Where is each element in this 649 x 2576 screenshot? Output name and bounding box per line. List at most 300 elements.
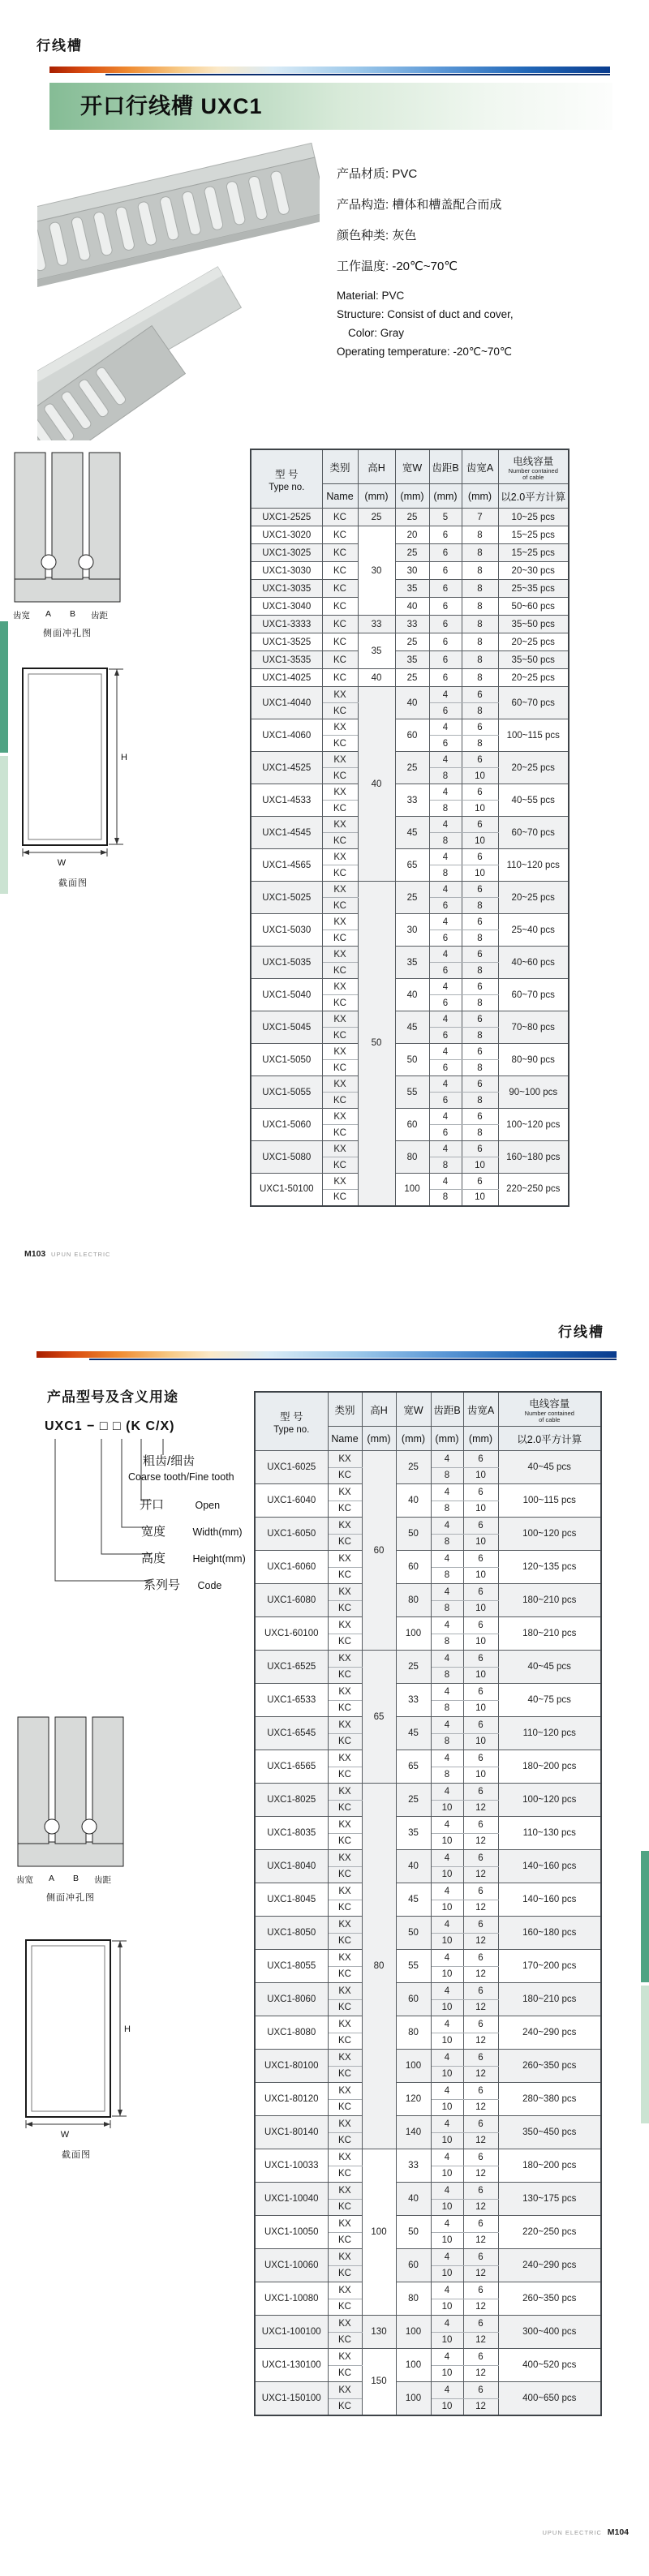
toothwidth-cell: 6: [463, 1883, 498, 1900]
spec-color-en: Color: Gray: [348, 327, 405, 339]
capacity-cell: 60~70 pcs: [498, 817, 569, 849]
spec-material-en: Material: PVC: [337, 290, 405, 302]
pitch-cell: 4: [431, 1551, 463, 1568]
toothwidth-cell: 10: [462, 768, 498, 784]
legend-tooth-type-en: Coarse tooth/Fine tooth: [128, 1471, 234, 1483]
capacity-cell: 40~60 pcs: [498, 947, 569, 979]
col-name: 类别: [328, 1392, 362, 1427]
capacity-cell: 100~120 pcs: [498, 1109, 569, 1141]
pitch-cell: 10: [431, 1999, 463, 2016]
capacity-cell: 10~25 pcs: [498, 509, 569, 526]
pitch-cell: 4: [431, 2282, 463, 2299]
pitch-cell: 6: [429, 736, 462, 752]
toothwidth-cell: 12: [463, 1900, 498, 1917]
pitch-cell: 6: [429, 898, 462, 914]
toothwidth-cell: 6: [463, 1684, 498, 1701]
name-cell: KX: [328, 1451, 362, 1468]
model-no: UXC1-130100: [255, 2349, 328, 2382]
width-cell: 25: [395, 509, 429, 526]
toothwidth-cell: 6: [463, 2183, 498, 2200]
model-no: UXC1-6545: [255, 1717, 328, 1750]
pitch-cell: 8: [431, 1567, 463, 1584]
capacity-cell: 20~25 pcs: [498, 882, 569, 914]
capacity-cell: 260~350 pcs: [498, 2282, 601, 2316]
width-cell: 65: [395, 849, 429, 882]
name-cell: KX: [328, 1883, 362, 1900]
name-cell: KC: [328, 2232, 362, 2249]
model-no: UXC1-3040: [251, 598, 322, 616]
capacity-cell: 25~40 pcs: [498, 914, 569, 947]
name-cell: KC: [322, 526, 358, 544]
toothwidth-cell: 12: [463, 2066, 498, 2083]
legend-tooth-type: [128, 1452, 234, 1483]
legend-series-code-cn: 系列号: [144, 1578, 181, 1592]
pitch-cell: 4: [431, 1750, 463, 1767]
legend-width: [141, 1522, 243, 1539]
name-cell: KC: [322, 995, 358, 1011]
name-cell: KX: [328, 1584, 362, 1601]
pitch-cell: 6: [429, 598, 462, 616]
dim-b-label: B: [70, 609, 76, 619]
spec-material-cn: 产品材质: PVC: [337, 167, 418, 181]
width-cell: 100: [396, 2316, 431, 2349]
pitch-cell: 6: [429, 995, 462, 1011]
height-cell: 35: [358, 633, 395, 669]
height-cell: 80: [362, 1784, 396, 2149]
pitch-cell: 4: [431, 1717, 463, 1734]
pitch-cell: 4: [431, 1617, 463, 1634]
toothwidth-cell: 12: [463, 1866, 498, 1883]
model-no: UXC1-3525: [251, 633, 322, 651]
capacity-cell: 180~200 pcs: [498, 1750, 601, 1784]
toothwidth-cell: 8: [462, 651, 498, 669]
name-cell: KC: [322, 865, 358, 882]
width-cell: 60: [396, 1983, 431, 2016]
pitch-cell: 5: [429, 509, 462, 526]
capacity-cell: 35~50 pcs: [498, 651, 569, 669]
pitch-cell: 4: [429, 1011, 462, 1028]
spec-table-page2: 型 号 Type no. 类别 高H 宽W 齿距B 齿宽A 电线容量 Number contained of cable Name (mm) (mm) (mm) (mm) 以2.0平方计算 UXC1-6025 KX 60 25 4 6 40~45 pcs KC 8 10 UXC1-6040 KX 40 4 6 100~115 pcs KC 8 10 UXC1-6050 KX 50 4 6 100~120 pcs KC 8 10 UXC1-6060 KX 60 4 6 120~135 pcs KC 8 10 UXC1-6080 KX 80 4 6 180~210 pcs KC 8 10 UXC1-60100 KX 100 4 6 180~210 pcs KC 8 10 UXC1-6525 KX 65 25 4 6 40~45 pcs KC 8 10 UXC1-6533 KX 33 4 6 40~75 pcs KC 8 10 UXC1-6545 KX 45 4 6 110~120 pcs KC 8 10 UXC1-6565 KX 65 4 6 180~200 pcs KC 8 10 UXC1-8025 KX 80 25 4 6 100~120 pcs KC 10 12 UXC1-8035 KX 35 4 6 110~130 pcs KC 10 12 UXC1-8040 KX 40 4 6 140~160 pcs KC 10 12 UXC1-8045 KX 45 4 6 140~160 pcs KC 10 12 UXC1-8050 KX 50 4 6 160~180 pcs KC 10 12 UXC1-8055 KX 55 4 6 170~200 pcs KC 10 12 UXC1-8060 KX 60 4 6 180~210 pcs KC 10 12 UXC1-8080 KX 80 4 6 240~290 pcs KC 10 12 UXC1-80100 KX 100 4 6 260~350 pcs KC 10 12 UXC1-80120 KX 120 4 6 280~380 pcs KC 10 12 UXC1-80140 KX 140 4 6 350~450 pcs KC 10 12 UXC1-10033 KX 100 33 4 6 180~200 pcs KC 10 12 UXC1-10040 KX 40 4 6 130~175 pcs KC 10 12 UXC1-10050 KX 50 4 6 220~250 pcs KC 10 12 UXC1-10060 KX 60 4 6 240~290 pcs KC 10 12 UXC1-10080 KX 80 4 6 260~350 pcs KC 10 12 UXC1-100100 KX 130 100 4 6 300~400 pcs KC 10 12 UXC1-130100 KX 150 100 4 6 400~520 pcs KC 10 12 UXC1-150100 KX 100 4 6 400~650 pcs KC 10 12: [254, 1391, 602, 2416]
toothwidth-cell: 6: [463, 1551, 498, 1568]
toothwidth-cell: 6: [463, 1484, 498, 1501]
toothwidth-cell: 6: [462, 947, 498, 963]
name-cell: KC: [322, 544, 358, 562]
width-cell: 50: [396, 1917, 431, 1950]
dim-w-label: W: [57, 858, 67, 868]
model-code: UXC1 − □ □ (K C/X): [45, 1419, 175, 1433]
pitch-cell: 4: [431, 2316, 463, 2333]
width-cell: 60: [395, 1109, 429, 1141]
name-cell: KC: [328, 1501, 362, 1518]
width-cell: 35: [395, 580, 429, 598]
pitch-cell: 10: [431, 2299, 463, 2316]
toothwidth-cell: 6: [463, 2083, 498, 2100]
spec-structure-cn: 产品构造: 槽体和槽盖配合而成: [337, 198, 502, 212]
name-cell: KX: [322, 687, 358, 703]
width-cell: 60: [395, 719, 429, 752]
page1-page-number: M103: [24, 1249, 46, 1259]
side-view-caption: 侧面冲孔图: [46, 1893, 95, 1903]
height-cell: 50: [358, 882, 395, 1206]
toothwidth-cell: 6: [463, 1784, 498, 1801]
width-cell: 55: [396, 1950, 431, 1983]
name-cell: KX: [328, 2083, 362, 2100]
width-cell: 100: [396, 2382, 431, 2415]
capacity-cell: 100~120 pcs: [498, 1518, 601, 1551]
width-cell: 35: [395, 947, 429, 979]
name-cell: KX: [322, 947, 358, 963]
legend-open: [140, 1496, 220, 1513]
name-cell: KC: [322, 669, 358, 687]
toothwidth-cell: 6: [463, 2050, 498, 2067]
model-no: UXC1-4060: [251, 719, 322, 752]
pitch-cell: 4: [431, 2083, 463, 2100]
name-cell: KC: [328, 2199, 362, 2216]
pitch-cell: 4: [429, 1044, 462, 1060]
toothwidth-cell: 10: [463, 1567, 498, 1584]
capacity-cell: 180~210 pcs: [498, 1983, 601, 2016]
width-cell: 40: [396, 1484, 431, 1518]
width-cell: 35: [396, 1817, 431, 1850]
pitch-cell: 8: [429, 801, 462, 817]
capacity-cell: 180~210 pcs: [498, 1617, 601, 1651]
toothwidth-cell: 12: [463, 2099, 498, 2116]
name-cell: KX: [322, 979, 358, 995]
capacity-cell: 140~160 pcs: [498, 1850, 601, 1883]
model-no: UXC1-5030: [251, 914, 322, 947]
toothwidth-cell: 6: [462, 687, 498, 703]
toothwidth-cell: 12: [463, 2033, 498, 2050]
pitch-cell: 8: [431, 1700, 463, 1717]
capacity-cell: 90~100 pcs: [498, 1076, 569, 1109]
toothwidth-cell: 6: [462, 882, 498, 898]
toothwidth-cell: 10: [462, 1190, 498, 1206]
model-no: UXC1-3025: [251, 544, 322, 562]
model-no: UXC1-10080: [255, 2282, 328, 2316]
toothwidth-cell: 6: [463, 2149, 498, 2166]
capacity-cell: 20~30 pcs: [498, 562, 569, 580]
model-no: UXC1-8025: [255, 1784, 328, 1817]
name-cell: KC: [322, 598, 358, 616]
name-cell: KC: [328, 1866, 362, 1883]
name-cell: KX: [328, 1551, 362, 1568]
model-no: UXC1-5080: [251, 1141, 322, 1174]
model-no: UXC1-4533: [251, 784, 322, 817]
height-cell: 130: [362, 2316, 396, 2349]
pitch-cell: 4: [431, 1684, 463, 1701]
capacity-cell: 140~160 pcs: [498, 1883, 601, 1917]
model-no: UXC1-6080: [255, 1584, 328, 1617]
width-cell: 33: [395, 616, 429, 633]
width-cell: 100: [396, 2050, 431, 2083]
model-no: UXC1-4025: [251, 669, 322, 687]
pitch-cell: 8: [431, 1467, 463, 1484]
pitch-cell: 8: [431, 1733, 463, 1750]
pitch-cell: 4: [431, 2249, 463, 2266]
pitch-cell: 6: [429, 616, 462, 633]
name-cell: KC: [322, 768, 358, 784]
toothwidth-cell: 8: [462, 1060, 498, 1076]
name-cell: KX: [328, 1617, 362, 1634]
col-name: 类别: [322, 449, 358, 484]
width-cell: 30: [395, 562, 429, 580]
name-cell: KC: [328, 1700, 362, 1717]
capacity-cell: 40~55 pcs: [498, 784, 569, 817]
tooth-profile-drawing: [14, 451, 121, 603]
capacity-cell: 110~130 pcs: [498, 1817, 601, 1850]
toothwidth-cell: 8: [462, 1093, 498, 1109]
name-cell: KC: [328, 2299, 362, 2316]
pitch-cell: 4: [431, 1983, 463, 2000]
toothwidth-cell: 8: [462, 898, 498, 914]
width-cell: 60: [396, 1551, 431, 1584]
toothwidth-cell: 12: [463, 1999, 498, 2016]
dim-h-label: H: [121, 753, 127, 762]
edge-tab-green: [641, 1851, 649, 1982]
model-no: UXC1-50100: [251, 1174, 322, 1206]
model-no: UXC1-80100: [255, 2050, 328, 2083]
pitch-cell: 10: [431, 2232, 463, 2249]
name-cell: KX: [322, 849, 358, 865]
pitch-cell: 4: [429, 849, 462, 865]
pitch-cell: 6: [429, 580, 462, 598]
width-cell: 40: [395, 979, 429, 1011]
toothwidth-cell: 10: [463, 1600, 498, 1617]
name-cell: KX: [322, 914, 358, 930]
name-cell: KX: [328, 1518, 362, 1535]
name-cell: KX: [328, 1484, 362, 1501]
pitch-cell: 4: [431, 1451, 463, 1468]
col-width: 宽W: [396, 1392, 431, 1427]
brand-name: UPUN ELECTRIC: [542, 2529, 602, 2536]
model-no: UXC1-3333: [251, 616, 322, 633]
pitch-cell: 10: [431, 2265, 463, 2282]
legend-height-cn: 高度: [141, 1552, 166, 1565]
toothwidth-cell: 6: [463, 1617, 498, 1634]
width-cell: 25: [395, 544, 429, 562]
capacity-cell: 40~75 pcs: [498, 1684, 601, 1717]
toothwidth-cell: 10: [463, 1667, 498, 1684]
toothwidth-cell: 10: [463, 1467, 498, 1484]
pitch-cell: 6: [429, 526, 462, 544]
width-cell: 80: [395, 1141, 429, 1174]
capacity-cell: 180~200 pcs: [498, 2149, 601, 2183]
name-cell: KX: [328, 1684, 362, 1701]
toothwidth-cell: 12: [463, 2332, 498, 2349]
pitch-cell: 6: [429, 1125, 462, 1141]
toothwidth-cell: 6: [463, 1850, 498, 1867]
width-cell: 25: [395, 669, 429, 687]
toothwidth-cell: 12: [463, 1833, 498, 1850]
edge-tab-light-green: [641, 1986, 649, 2123]
capacity-cell: 80~90 pcs: [498, 1044, 569, 1076]
model-no: UXC1-6060: [255, 1551, 328, 1584]
legend-width-cn: 宽度: [141, 1525, 166, 1539]
model-no: UXC1-6050: [255, 1518, 328, 1551]
toothwidth-cell: 8: [462, 1125, 498, 1141]
col-toothwidth: 齿宽A: [463, 1392, 498, 1427]
pitch-cell: 10: [431, 2199, 463, 2216]
width-cell: 45: [396, 1883, 431, 1917]
model-no: UXC1-5050: [251, 1044, 322, 1076]
name-cell: KC: [328, 1667, 362, 1684]
width-cell: 45: [395, 1011, 429, 1044]
legend-open-en: Open: [195, 1500, 221, 1511]
col-capacity: 电线容量 Number contained of cable: [498, 1392, 601, 1427]
capacity-cell: 260~350 pcs: [498, 2050, 601, 2083]
cross-section-diagram-2: [19, 1937, 133, 2161]
height-cell: 60: [362, 1451, 396, 1651]
width-cell: 25: [395, 633, 429, 651]
pitch-cell: 4: [431, 2349, 463, 2366]
col-type-no: 型 号 Type no.: [255, 1392, 328, 1451]
toothwidth-cell: 12: [463, 2265, 498, 2282]
dim-h-label: H: [124, 2024, 131, 2034]
toothwidth-cell: 8: [462, 995, 498, 1011]
pitch-cell: 4: [431, 1584, 463, 1601]
pitch-cell: 6: [429, 669, 462, 687]
toothwidth-cell: 6: [462, 784, 498, 801]
name-cell: KC: [328, 1966, 362, 1983]
model-no: UXC1-4565: [251, 849, 322, 882]
pitch-cell: 10: [431, 2099, 463, 2116]
name-cell: KC: [328, 1800, 362, 1817]
pitch-cell: 4: [431, 2382, 463, 2399]
section-caption: 截面图: [58, 878, 88, 888]
capacity-cell: 70~80 pcs: [498, 1011, 569, 1044]
page1-title: 行线槽: [37, 38, 83, 54]
name-cell: KC: [328, 1534, 362, 1551]
name-cell: KX: [328, 2316, 362, 2333]
toothwidth-cell: 6: [462, 752, 498, 768]
name-cell: KX: [322, 1011, 358, 1028]
dim-a-label: A: [45, 609, 52, 619]
pitch-cell: 6: [429, 930, 462, 947]
pitch-cell: 4: [431, 1651, 463, 1668]
toothwidth-cell: 8: [462, 930, 498, 947]
toothwidth-cell: 12: [463, 1933, 498, 1950]
page1-footer: [24, 1249, 114, 1259]
name-cell: KC: [322, 562, 358, 580]
width-cell: 50: [396, 1518, 431, 1551]
model-no: UXC1-10040: [255, 2183, 328, 2216]
height-cell: 100: [362, 2149, 396, 2316]
page1-gradient-rule-underline: [105, 74, 610, 75]
model-no: UXC1-8060: [255, 1983, 328, 2016]
pitch-cell: 4: [429, 1174, 462, 1190]
name-cell: KX: [322, 817, 358, 833]
col-capacity: 电线容量 Number contained of cable: [498, 449, 569, 484]
pitch-cell: 8: [429, 865, 462, 882]
pitch-cell: 4: [429, 719, 462, 736]
model-no: UXC1-6565: [255, 1750, 328, 1784]
product-photo: [37, 134, 320, 440]
pitch-cell: 10: [431, 2365, 463, 2382]
toothwidth-cell: 10: [463, 1733, 498, 1750]
model-no: UXC1-10033: [255, 2149, 328, 2183]
side-view-caption: 侧面冲孔图: [43, 629, 92, 638]
pitch-cell: 4: [431, 2183, 463, 2200]
spec-temperature-en: Operating temperature: -20℃~70℃: [337, 346, 513, 358]
pitch-cell: 10: [431, 1866, 463, 1883]
pitch-cell: 4: [431, 2216, 463, 2233]
pitch-cell: 4: [429, 817, 462, 833]
pitch-cell: 4: [431, 2116, 463, 2133]
name-cell: KX: [328, 1750, 362, 1767]
width-cell: 35: [395, 651, 429, 669]
tooth-pitch-label: 齿距: [94, 1875, 111, 1885]
model-no: UXC1-10050: [255, 2216, 328, 2249]
toothwidth-cell: 6: [463, 2216, 498, 2233]
page1-gradient-rule: [49, 67, 610, 73]
pitch-cell: 6: [429, 562, 462, 580]
pitch-cell: 6: [429, 1060, 462, 1076]
name-cell: KC: [328, 2332, 362, 2349]
pitch-cell: 8: [431, 1534, 463, 1551]
name-cell: KC: [328, 1600, 362, 1617]
name-cell: KC: [322, 930, 358, 947]
capacity-cell: 220~250 pcs: [498, 2216, 601, 2249]
model-no: UXC1-5035: [251, 947, 322, 979]
toothwidth-cell: 6: [462, 1044, 498, 1060]
toothwidth-cell: 6: [462, 1076, 498, 1093]
name-cell: KC: [328, 1467, 362, 1484]
spec-table-page1: 型 号 Type no. 类别 高H 宽W 齿距B 齿宽A 电线容量 Number contained of cable Name (mm) (mm) (mm) (mm) 以2.0平方计算 UXC1-2525 KC 25 25 5 7 10~25 pcs UXC1-3020 KC 30 20 6 8 15~25 pcs UXC1-3025 KC 25 6 8 15~25 pcs UXC1-3030 KC 30 6 8 20~30 pcs UXC1-3035 KC 35 6 8 25~35 pcs UXC1-3040 KC 40 6 8 50~60 pcs UXC1-3333 KC 33 33 6 8 35~50 pcs UXC1-3525 KC 35 25 6 8 20~25 pcs UXC1-3535 KC 35 6 8 35~50 pcs UXC1-4025 KC 40 25 6 8 20~25 pcs UXC1-4040 KX 40 40 4 6 60~70 pcs KC 6 8 UXC1-4060 KX 60 4 6 100~115 pcs KC 6 8 UXC1-4525 KX 25 4 6 20~25 pcs KC 8 10 UXC1-4533 KX 33 4 6 40~55 pcs KC 8 10 UXC1-4545 KX 45 4 6 60~70 pcs KC 8 10 UXC1-4565 KX 65 4 6 110~120 pcs KC 8 10 UXC1-5025 KX 50 25 4 6 20~25 pcs KC 6 8 UXC1-5030 KX 30 4 6 25~40 pcs KC 6 8 UXC1-5035 KX 35 4 6 40~60 pcs KC 6 8 UXC1-5040 KX 40 4 6 60~70 pcs KC 6 8 UXC1-5045 KX 45 4 6 70~80 pcs KC 6 8 UXC1-5050 KX 50 4 6 80~90 pcs KC 6 8 UXC1-5055 KX 55 4 6 90~100 pcs KC 6 8 UXC1-5060 KX 60 4 6 100~120 pcs KC 6 8 UXC1-5080 KX 80 4 6 160~180 pcs KC 8 10 UXC1-50100 KX 100 4 6 220~250 pcs KC 8 10: [250, 449, 569, 1207]
name-cell: KX: [328, 1950, 362, 1967]
capacity-cell: 40~45 pcs: [498, 1451, 601, 1484]
pitch-cell: 4: [429, 882, 462, 898]
name-cell: KX: [328, 1651, 362, 1668]
name-cell: KC: [322, 1190, 358, 1206]
toothwidth-cell: 8: [462, 598, 498, 616]
name-cell: KX: [328, 1917, 362, 1934]
toothwidth-cell: 10: [463, 1501, 498, 1518]
capacity-cell: 130~175 pcs: [498, 2183, 601, 2216]
name-cell: KX: [328, 1983, 362, 2000]
width-cell: 40: [396, 1850, 431, 1883]
toothwidth-cell: 8: [462, 580, 498, 598]
pitch-cell: 10: [431, 2398, 463, 2415]
width-cell: 45: [396, 1717, 431, 1750]
toothwidth-cell: 6: [462, 979, 498, 995]
spec-list: [337, 166, 637, 364]
model-no: UXC1-5045: [251, 1011, 322, 1044]
width-cell: 80: [396, 2016, 431, 2050]
toothwidth-cell: 6: [462, 1141, 498, 1157]
col-name-en: Name: [328, 1427, 362, 1451]
model-no: UXC1-6533: [255, 1684, 328, 1717]
name-cell: KX: [322, 1044, 358, 1060]
toothwidth-cell: 6: [462, 914, 498, 930]
capacity-cell: 120~135 pcs: [498, 1551, 601, 1584]
pitch-cell: 4: [429, 914, 462, 930]
name-cell: KX: [328, 1850, 362, 1867]
toothwidth-cell: 6: [463, 1518, 498, 1535]
pitch-cell: 10: [431, 1900, 463, 1917]
pitch-cell: 4: [429, 1076, 462, 1093]
name-cell: KX: [328, 1817, 362, 1834]
tooth-dimension-labels: [13, 609, 122, 622]
toothwidth-cell: 6: [463, 2282, 498, 2299]
toothwidth-cell: 12: [463, 2299, 498, 2316]
pitch-cell: 10: [431, 2332, 463, 2349]
edge-tab-green: [0, 621, 8, 753]
name-cell: KX: [328, 2149, 362, 2166]
pitch-cell: 4: [431, 1817, 463, 1834]
width-cell: 100: [395, 1174, 429, 1206]
page2-page-number: M104: [607, 2527, 629, 2537]
col-width: 宽W: [395, 449, 429, 484]
